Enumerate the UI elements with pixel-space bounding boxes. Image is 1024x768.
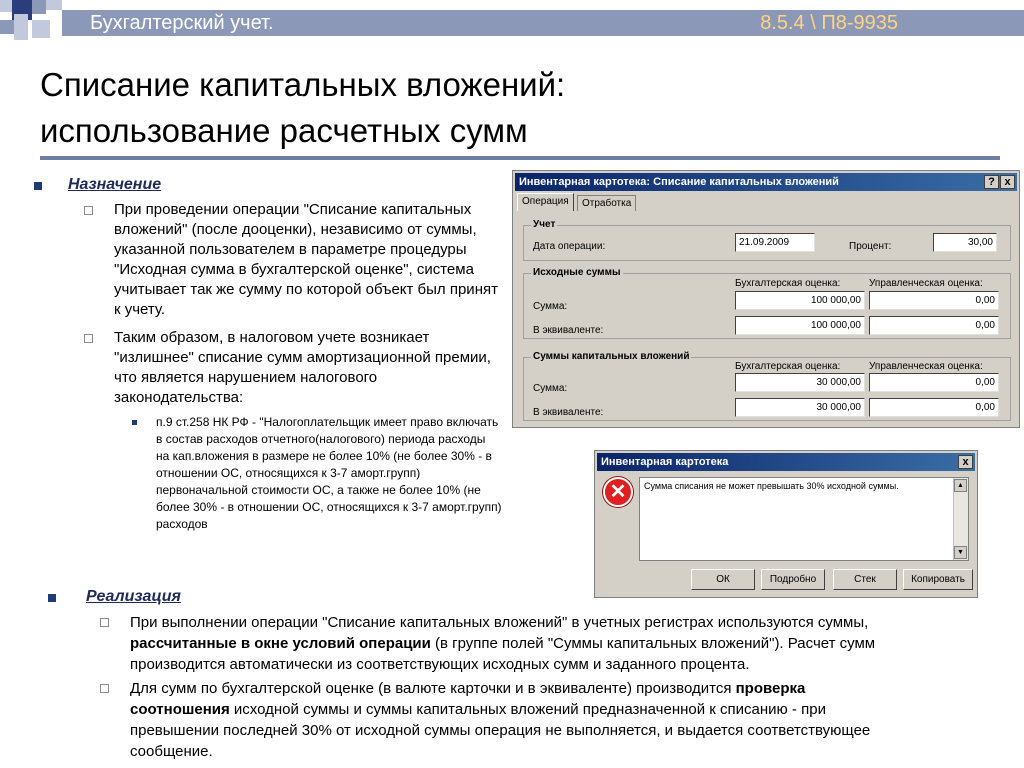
- text-fragment-bold: рассчитанные в окне условий операции: [130, 635, 431, 652]
- decor-square: [32, 20, 50, 38]
- bullet-box: [84, 334, 93, 343]
- source-equiv-management[interactable]: 0,00: [869, 316, 999, 335]
- decor-square: [0, 20, 14, 34]
- ok-button[interactable]: ОК: [691, 569, 755, 590]
- error-icon: ✕: [603, 477, 633, 507]
- decor-square: [0, 0, 12, 12]
- bullet-box: [100, 618, 109, 627]
- section-heading-implementation: Реализация: [86, 588, 181, 605]
- dialog-error: [594, 450, 978, 598]
- col-accounting-label: Бухгалтерская оценка:: [735, 278, 841, 289]
- copy-button[interactable]: Копировать: [903, 569, 973, 590]
- details-button[interactable]: Подробно: [761, 569, 825, 590]
- title-line-2: использование расчетных сумм: [40, 112, 528, 149]
- text-fragment-bold: проверка: [735, 680, 806, 697]
- capital-equiv-management[interactable]: 0,00: [869, 398, 999, 417]
- percent-field[interactable]: 30,00: [933, 233, 997, 252]
- group-capital-label: Суммы капитальных вложений: [533, 351, 690, 362]
- bullet-square: [48, 594, 56, 602]
- source-sum-accounting[interactable]: 100 000,00: [735, 291, 865, 310]
- text-fragment: сообщение.: [130, 743, 213, 760]
- bullet-box: [100, 684, 109, 693]
- source-equiv-accounting[interactable]: 100 000,00: [735, 316, 865, 335]
- sum-label: Сумма:: [533, 301, 568, 312]
- close-button[interactable]: x: [1000, 175, 1015, 189]
- implementation-item-2: [130, 678, 1010, 762]
- capital-sum-accounting[interactable]: 30 000,00: [735, 373, 865, 392]
- error-message-box: [639, 477, 969, 561]
- col-management-label: Управленческая оценка:: [869, 278, 983, 289]
- group-source-label: Исходные суммы: [533, 267, 621, 278]
- decor-square: [32, 0, 46, 14]
- title-line-1: Списание капитальных вложений:: [40, 66, 566, 103]
- dialog-error-title: Инвентарная картотека: [597, 453, 975, 471]
- section-heading-purpose: Назначение: [68, 176, 162, 193]
- scroll-down-icon[interactable]: ▼: [954, 546, 967, 559]
- date-field[interactable]: 21.09.2009: [735, 233, 815, 252]
- dialog-write-off: [512, 170, 1020, 428]
- source-sum-management[interactable]: 0,00: [869, 291, 999, 310]
- header-version: 8.5.4 \ П8-9935: [760, 12, 898, 34]
- text-fragment: исходной суммы и суммы капитальных вложений предназначенной к списанию - при: [229, 701, 826, 718]
- purpose-item-1: При проведении операции "Списание капитальных вложений" (после дооценки), независимо от суммы, указанной пользователем в параметре процедуры "Исходная сумма в бухгалтерской оценке", система учитывает так же сумму по которой объект был принят к учету.: [114, 201, 498, 318]
- close-button[interactable]: x: [958, 455, 973, 469]
- bullet-square: [34, 182, 42, 190]
- tab-processing[interactable]: Отработка: [577, 195, 636, 211]
- help-button[interactable]: ?: [984, 175, 999, 189]
- capital-sum-management[interactable]: 0,00: [869, 373, 999, 392]
- date-label: Дата операции:: [533, 241, 606, 252]
- text-fragment: При выполнении операции "Списание капитальных вложений" в учетных регистрах используются суммы,: [130, 614, 869, 631]
- col-management-label: Управленческая оценка:: [869, 361, 983, 372]
- implementation-item-1: [130, 612, 1010, 675]
- error-message: Сумма списания не может превышать 30% исходной суммы.: [644, 481, 899, 491]
- purpose-item-2-sub: п.9 ст.258 НК РФ - "Налогоплательщик имеет право включать в состав расходов отчетного(налогового) периода расходы на кап.вложения в размере не более 10% (не более 30% - в отношении ОС, относящихся к 3-7 аморт.групп) первоначальной стоимости ОС, а также не более 10% (не более 30% - в отношении ОС, относящихся к 3-7 аморт.групп) расходов: [156, 415, 502, 531]
- text-fragment: превышении последней 30% от исходной суммы операция не выполняется, и выдается соответствующее: [130, 722, 871, 739]
- decor-square: [46, 0, 62, 10]
- page-title: [40, 62, 1000, 154]
- text-fragment: Для сумм по бухгалтерской оценке (в валюте карточки и в эквиваленте) производится: [130, 680, 736, 697]
- title-rule: [40, 156, 1000, 160]
- header-bar: [0, 0, 1024, 40]
- percent-label: Процент:: [849, 241, 892, 252]
- header-course: Бухгалтерский учет.: [90, 12, 274, 34]
- tab-operation[interactable]: Операция: [517, 193, 574, 211]
- equiv-label: В эквиваленте:: [533, 407, 604, 418]
- col-accounting-label: Бухгалтерская оценка:: [735, 361, 841, 372]
- sum-label: Сумма:: [533, 383, 568, 394]
- capital-equiv-accounting[interactable]: 30 000,00: [735, 398, 865, 417]
- text-fragment: производится автоматически из соответствующих исходных сумм и заданного процента.: [130, 656, 750, 673]
- text-fragment-bold: соотношения: [130, 701, 230, 718]
- dialog-write-off-title: Инвентарная картотека: Списание капитальных вложений: [515, 173, 1017, 191]
- decor-square: [14, 14, 28, 40]
- stack-button[interactable]: Стек: [833, 569, 897, 590]
- bullet-dot: [132, 420, 137, 425]
- purpose-item-2: Таким образом, в налоговом учете возникает "излишнее" списание сумм амортизационной премии, что является нарушением налогового законодательства:: [114, 329, 491, 406]
- scroll-up-icon[interactable]: ▲: [954, 479, 967, 492]
- bullet-box: [84, 206, 93, 215]
- group-accounting-label: Учет: [533, 219, 556, 230]
- equiv-label: В эквиваленте:: [533, 325, 604, 336]
- text-fragment: (в группе полей "Суммы капитальных вложений"). Расчет сумм: [430, 635, 876, 652]
